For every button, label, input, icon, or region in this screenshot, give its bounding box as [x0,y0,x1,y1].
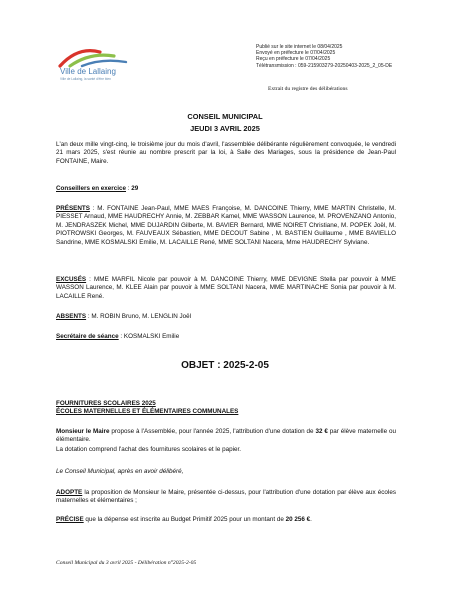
conseil-paragraph: Le Conseil Municipal, après en avoir délibéré, [56,468,184,475]
adopte-text: la proposition de Monsieur le Maire, présentée ci-dessus, pour l'attribution d'une dotation par élève aux écoles maternelles et élémentaires ; [56,489,396,505]
presents-paragraph [56,205,396,247]
conseillers-sep: : [126,185,132,192]
adopte-label: ADOPTE [56,489,83,496]
maire-label: Monsieur le Maire [56,428,110,435]
logo-name: Ville de Lallaing [60,67,116,76]
secretaire-name: : KOSMALSKI Emilie [118,333,180,340]
register-extract-label: Extrait du registre des délibérations [268,86,348,92]
excuses-label: EXCUSÉS [56,276,87,283]
presents-list: : M. FONTAINE Jean-Paul, MME MAES Françoise, M. DANCOINE Thierry, MME MARTIN Christelle, M. PIESSET Arnaud, MME HAUDRECHY Annie, M. ZEBBAR Kamel, MME WASSON Laurence, M. PROVENZANO Antonio, M. JENDRASZEK Michel, MME DUJARDIN Gilberte, M. BAVIER Bernard, MME NOIRET Christiane, M. POPEK Joël, M. PIOTROWSKI Georges, M. FAUVEAUX Sébastien, MME DECOUT Sabine , M. BASTIEN Guillaume , MME BAVIELLO Sandrine, MME KOSMALSKI Emilie, M. LACAILLE René, MME SOLTANI Nacera, Mme HAUDRECHY Sylviane. [56,205,396,246]
maire-amount: 32 € [315,428,328,435]
precise-text-after: . [310,516,312,523]
conseillers-value: 29 [131,185,139,192]
page-footer: Conseil Municipal du 3 avril 2025 - Délibération n°2025-2-05 [56,560,197,566]
presents-label: PRÉSENTS [56,205,90,212]
excuses-paragraph [56,276,396,301]
section-heading [56,400,396,417]
transmission-stamp [256,44,392,69]
stamp-line: Publié sur le site internet le 08/04/2025 [256,44,343,50]
meeting-date: JEUDI 3 AVRIL 2025 [190,124,260,133]
city-logo [56,44,136,106]
adopte-paragraph [56,489,396,506]
section-heading-line: FOURNITURES SCOLAIRES 2025 [56,400,156,407]
secretaire-label: Secrétaire de séance [56,333,119,340]
stamp-line: Télétransmission : 059-215903279-20250403-2025_2_05-DE [256,62,393,69]
dotation-paragraph: La dotation comprend l'achat des fournitures scolaires et le papier. [56,446,241,453]
maire-text: propose à l'Assemblée, pour l'année 2025, l'attribution d'une dotation de [109,428,316,435]
maire-text-after: par élève maternelle ou élémentaire. [56,428,396,444]
precise-label: PRÉCISE [56,516,84,523]
section-heading-line: ÉCOLES MATERNELLES ET ÉLÉMENTAIRES COMMUNALES [56,408,239,416]
stamp-line: Envoyé en préfecture le 07/04/2025 [256,50,336,57]
absents-paragraph [56,313,396,321]
conseillers-label: Conseillers en exercice [56,185,127,192]
intro-paragraph: L'an deux mille vingt-cinq, le troisième jour du mois d'avril, l'assemblée délibérante régulièrement convoquée, le vendredi 21 mars 2025, s'est réunie au nombre prescrit par la loi, à Salle des Mariages, sous la présidence de Jean-Paul FONTAINE, Maire. [56,141,396,165]
absents-list: : M. ROBIN Bruno, M. LENGLIN Joël [86,313,192,320]
absents-label: ABSENTS [56,313,87,320]
precise-text: que la dépense est inscrite au Budget Primitif 2025 pour un montant de [83,516,286,523]
precise-amount: 20 256 € [285,516,311,523]
excuses-list: : MME MARFIL Nicole par pouvoir à M. DANCOINE Thierry, MME DEVIGNE Stella par pouvoir à MME WASSON Laurence, M. KLEE Alain par pouvoir à MME SOLTANI Nacera, MME MARTINACHE Sonia par pouvoir à M. LACAILLE René. [56,276,396,300]
precise-paragraph [56,516,396,524]
council-title: CONSEIL MUNICIPAL [187,112,263,121]
logo-tagline: Ville de Lallaing, la santé d'être bien [60,77,111,81]
stamp-line: Reçu en préfecture le 07/04/2025 [256,56,331,63]
secretaire-paragraph [56,333,396,341]
maire-paragraph [56,428,396,445]
deliberation-object: OBJET : 2025-2-05 [181,360,269,371]
conseillers-paragraph [56,185,396,193]
